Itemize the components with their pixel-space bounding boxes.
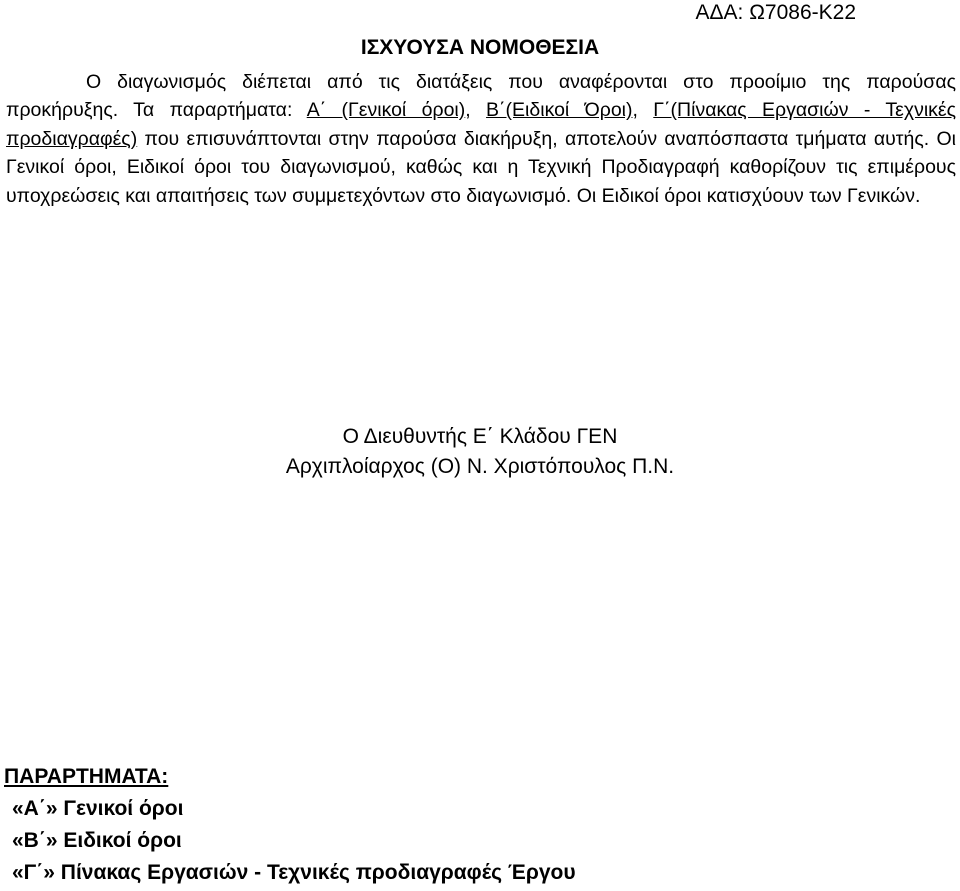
signature-title: Ο Διευθυντής Ε΄ Κλάδου ΓΕΝ <box>342 425 618 448</box>
signature-block <box>0 422 960 482</box>
annex-c-link[interactable]: Γ΄(Πίνακας Εργασιών - Τεχνικές προδιαγραφές) <box>6 99 956 150</box>
annex-list <box>4 761 576 889</box>
ada-code: ΑΔΑ: Ω7086-Κ22 <box>695 1 856 24</box>
legislation-paragraph <box>6 68 956 210</box>
annex-list-title: ΠΑΡΑΡΤΗΜΑΤΑ: <box>4 765 169 788</box>
annex-item-b: «Β΄» Ειδικοί όροι <box>12 829 182 852</box>
annex-a-link[interactable]: Α΄ (Γενικοί όροι) <box>306 99 466 122</box>
annex-b-link[interactable]: Β΄(Ειδικοί Όροι) <box>486 99 633 122</box>
annex-item-a: «Α΄» Γενικοί όροι <box>12 797 184 820</box>
paragraph-text-2: που επισυνάπτονται στην παρούσα διακήρυξη, αποτελούν αναπόσπαστα τμήματα αυτής. Οι Γενικοί όροι, Ειδικοί όροι του διαγωνισμού, καθώς και η Τεχνική Προδιαγραφή καθορίζουν τις επιμέρους υποχρεώσεις και απαιτήσεις των συμμετεχόντων στο διαγωνισμό. Οι Ειδικοί όροι κατισχύουν των Γενικών. <box>6 127 956 207</box>
annex-item-c: «Γ΄» Πίνακας Εργασιών - Τεχνικές προδιαγραφές Έργου <box>12 861 576 884</box>
separator: , <box>465 99 487 122</box>
separator: , <box>632 99 654 122</box>
section-heading: ΙΣΧΥΟΥΣΑ ΝΟΜΟΘΕΣΙΑ <box>360 36 600 59</box>
signature-name: Αρχιπλοίαρχος (Ο) Ν. Χριστόπουλος Π.Ν. <box>285 455 675 478</box>
paragraph-text-1: Ο διαγωνισμός διέπεται από τις διατάξεις που αναφέρονται στο προοίμιο της παρούσας προκήρυξης. Τα παραρτήματα: <box>6 71 956 122</box>
